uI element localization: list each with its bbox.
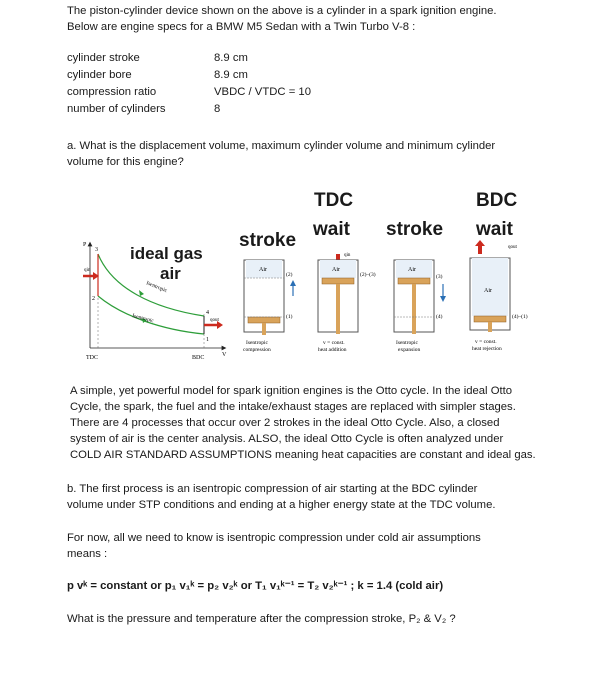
header-bdc: BDC xyxy=(476,190,518,211)
air-label: Air xyxy=(332,267,340,273)
paragraph-line: There are 4 processes that occur over 2 strokes in the ideal Otto Cycle. Also, a closed xyxy=(70,417,500,429)
paragraph-line: system of air is the center analysis. ALSO, the ideal Otto Cycle is often analyzed under xyxy=(70,433,504,445)
cylinder-heat-addition xyxy=(312,248,380,356)
piston-rod xyxy=(488,322,492,332)
gas-label-air: air xyxy=(160,264,181,283)
paragraph-line: COLD AIR STANDARD ASSUMPTIONS meaning heat capacities are constant and ideal gas. xyxy=(70,449,536,461)
air-label: Air xyxy=(259,267,267,273)
state-label: (3) xyxy=(436,274,443,280)
spec-label: cylinder stroke xyxy=(67,52,140,64)
paragraph-line: A simple, yet powerful model for spark ignition engines is the Otto cycle. In the ideal Otto xyxy=(70,385,513,397)
state-label: (4)–(1) xyxy=(512,314,528,320)
piston xyxy=(322,278,354,284)
caption-line-2: heat addition xyxy=(318,347,347,353)
piston xyxy=(398,278,430,284)
state-label: (1) xyxy=(286,314,293,320)
gas-label-ideal-gas: ideal gas xyxy=(130,244,203,263)
axis-p-label: P xyxy=(83,242,87,248)
caption-line-2: compression xyxy=(243,347,271,353)
qin-label: qin xyxy=(84,268,91,273)
tick-tdc: TDC xyxy=(86,355,98,361)
qout-label: qout xyxy=(508,245,517,250)
question-a-line-2: volume for this engine? xyxy=(67,156,184,168)
arrow-expansion xyxy=(139,290,144,296)
paragraph-b-line: volume under STP conditions and ending at a higher energy state at the TDC volume. xyxy=(67,499,496,511)
air-label: Air xyxy=(408,267,416,273)
caption-line-1: v = const. xyxy=(475,339,497,345)
point-4: 4 xyxy=(206,310,209,316)
isentropic-label-2: Isentropic xyxy=(131,313,155,325)
spec-value: VBDC / VTDC = 10 xyxy=(214,86,311,98)
piston xyxy=(248,317,280,323)
qin-label: qin xyxy=(344,253,351,258)
piston xyxy=(474,316,506,322)
caption-line-1: Isentropic xyxy=(396,340,418,346)
state-label: (2)–(3) xyxy=(360,272,376,278)
intro-line-2: Below are engine specs for a BMW M5 Sedan with a Twin Turbo V-8 : xyxy=(67,21,416,33)
spec-label: compression ratio xyxy=(67,86,157,98)
up-arrowhead xyxy=(290,280,296,286)
qout-label: qout xyxy=(210,318,219,323)
header-stroke-2: stroke xyxy=(386,219,444,240)
final-question: What is the pressure and temperature after the compression stroke, P₂ & V₂ ? xyxy=(67,613,456,625)
caption-line-2: expansion xyxy=(398,347,421,353)
isentropic-label-1: Isentropic xyxy=(145,280,168,295)
paragraph-c-line: means : xyxy=(67,548,108,560)
point-3: 3 xyxy=(95,247,98,253)
axis-v-label: V xyxy=(222,352,227,358)
qout-arrowhead xyxy=(475,240,485,246)
state-label: (2) xyxy=(286,272,293,278)
point-2: 2 xyxy=(92,296,95,302)
caption-line-1: Isentropic xyxy=(246,340,268,346)
gas-region xyxy=(472,258,508,316)
down-arrowhead xyxy=(440,296,446,302)
caption-line-1: v = const. xyxy=(323,340,345,346)
cylinder-expansion xyxy=(390,256,454,356)
cylinder-compression xyxy=(240,256,304,356)
air-label: Air xyxy=(484,288,492,294)
paragraph-c-line: For now, all we need to know is isentropic compression under cold air assumptions xyxy=(67,532,481,544)
cylinder-heat-rejection xyxy=(464,240,544,356)
question-a-line-1: a. What is the displacement volume, maximum cylinder volume and minimum cylinder xyxy=(67,140,496,152)
header-wait-1: wait xyxy=(313,219,350,240)
piston-rod xyxy=(336,284,340,334)
intro-line-1: The piston-cylinder device shown on the above is a cylinder in a spark ignition engine. xyxy=(67,5,497,17)
state-label: (4) xyxy=(436,314,443,320)
piston-rod xyxy=(262,323,266,335)
paragraph-b-line: b. The first process is an isentropic compression of air starting at the BDC cylinder xyxy=(67,483,478,495)
header-stroke-1: stroke xyxy=(239,230,297,251)
spec-label: number of cylinders xyxy=(67,103,166,115)
spec-value: 8 xyxy=(214,103,221,115)
piston-rod xyxy=(412,284,416,334)
header-tdc: TDC xyxy=(314,190,354,211)
spec-value: 8.9 cm xyxy=(214,52,248,64)
spec-value: 8.9 cm xyxy=(214,69,248,81)
header-wait-2: wait xyxy=(476,219,513,240)
spec-label: cylinder bore xyxy=(67,69,132,81)
point-1: 1 xyxy=(206,337,209,343)
tick-bdc: BDC xyxy=(192,355,205,361)
isentropic-formula: p vᵏ = constant or p₁ v₁ᵏ = p₂ v₂ᵏ or T₁ v₁ᵏ⁻¹ = T₂ v₂ᵏ⁻¹ ; k = 1.4 (cold air) xyxy=(67,580,444,592)
paragraph-line: Cycle, the spark, the fuel and the intake/exhaust stages are replaced with simpler stages. xyxy=(70,401,516,413)
caption-line-2: heat rejection xyxy=(472,346,502,352)
